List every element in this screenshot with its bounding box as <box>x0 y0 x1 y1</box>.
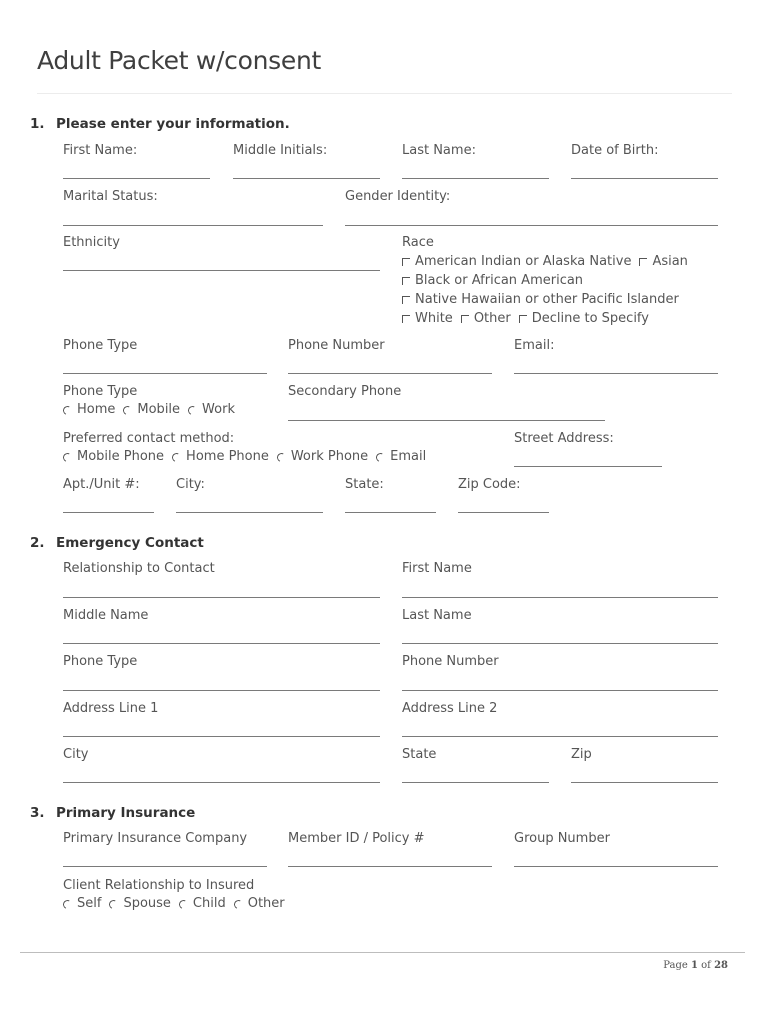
phone-type-2-label: Phone Type <box>63 384 138 399</box>
checkbox-icon <box>402 258 410 266</box>
ec-phone-number-label: Phone Number <box>402 654 499 669</box>
ec-address2-label: Address Line 2 <box>402 701 498 716</box>
secondary-phone-field[interactable] <box>288 420 605 421</box>
phone-type-label: Phone Type <box>63 338 138 353</box>
city-label: City: <box>176 477 205 492</box>
page-number: Page 1 of 28 <box>663 960 728 971</box>
ethnicity-label: Ethnicity <box>63 235 120 250</box>
radio-icon <box>178 898 190 910</box>
section-title: Emergency Contact <box>56 535 204 551</box>
state-field[interactable] <box>345 512 436 513</box>
race-options-row-4 <box>402 311 657 326</box>
phone-number-label: Phone Number <box>288 338 385 353</box>
radio-icon <box>108 898 120 910</box>
race-option[interactable]: Black or African American <box>402 273 583 288</box>
race-option[interactable]: Asian <box>639 254 687 269</box>
member-id-field[interactable] <box>288 866 492 867</box>
preferred-contact-options <box>63 449 434 464</box>
ec-first-name-field[interactable] <box>402 597 718 598</box>
race-option[interactable]: White <box>402 311 453 326</box>
section-number: 1. <box>30 116 45 132</box>
ec-phone-type-field[interactable] <box>63 690 380 691</box>
section-1-heading <box>30 116 430 134</box>
section-3-heading <box>30 805 430 823</box>
radio-icon <box>62 404 74 416</box>
dob-field[interactable] <box>571 178 718 179</box>
ec-state-field[interactable] <box>402 782 549 783</box>
race-options-row-2 <box>402 273 591 288</box>
radio-icon <box>375 451 387 463</box>
ec-middle-name-field[interactable] <box>63 643 380 644</box>
ec-last-name-field[interactable] <box>402 643 718 644</box>
ec-last-name-label: Last Name <box>402 608 472 623</box>
ec-city-field[interactable] <box>63 782 380 783</box>
radio-icon <box>187 404 199 416</box>
radio-icon <box>62 898 74 910</box>
insured-relationship-label: Client Relationship to Insured <box>63 878 255 893</box>
phone-type-option[interactable]: Mobile <box>123 402 180 417</box>
street-address-label: Street Address: <box>514 431 614 446</box>
insured-relationship-option[interactable]: Self <box>63 896 101 911</box>
section-number: 3. <box>30 805 45 821</box>
radio-icon <box>276 451 288 463</box>
footer-divider <box>20 952 745 953</box>
phone-type-options <box>63 402 243 417</box>
member-id-label: Member ID / Policy # <box>288 831 425 846</box>
race-option[interactable]: Decline to Specify <box>519 311 649 326</box>
marital-status-field[interactable] <box>63 225 323 226</box>
preferred-contact-option[interactable]: Work Phone <box>277 449 368 464</box>
apt-unit-field[interactable] <box>63 512 154 513</box>
first-name-label: First Name: <box>63 143 138 158</box>
ec-relationship-label: Relationship to Contact <box>63 561 215 576</box>
checkbox-icon <box>519 315 527 323</box>
page-title: Adult Packet w/consent <box>37 46 322 75</box>
group-number-label: Group Number <box>514 831 610 846</box>
preferred-contact-label: Preferred contact method: <box>63 431 235 446</box>
race-option[interactable]: Native Hawaiian or other Pacific Islander <box>402 292 679 307</box>
ec-address1-label: Address Line 1 <box>63 701 159 716</box>
ethnicity-field[interactable] <box>63 270 380 271</box>
insured-relationship-option[interactable]: Child <box>179 896 226 911</box>
ec-state-label: State <box>402 747 437 762</box>
phone-number-field[interactable] <box>288 373 492 374</box>
radio-icon <box>232 898 244 910</box>
preferred-contact-option[interactable]: Email <box>376 449 426 464</box>
race-label: Race <box>402 235 434 250</box>
preferred-contact-option[interactable]: Mobile Phone <box>63 449 164 464</box>
race-options-row-3 <box>402 292 687 307</box>
checkbox-icon <box>461 315 469 323</box>
street-address-field[interactable] <box>514 466 662 467</box>
gender-identity-field[interactable] <box>345 225 718 226</box>
ec-address2-field[interactable] <box>402 736 718 737</box>
checkbox-icon <box>639 258 647 266</box>
city-field[interactable] <box>176 512 323 513</box>
group-number-field[interactable] <box>514 866 718 867</box>
title-divider <box>37 93 732 94</box>
last-name-field[interactable] <box>402 178 549 179</box>
insurance-company-label: Primary Insurance Company <box>63 831 248 846</box>
checkbox-icon <box>402 277 410 285</box>
ec-relationship-field[interactable] <box>63 597 380 598</box>
section-number: 2. <box>30 535 45 551</box>
race-option[interactable]: Other <box>461 311 511 326</box>
apt-unit-label: Apt./Unit #: <box>63 477 140 492</box>
ec-phone-number-field[interactable] <box>402 690 718 691</box>
insured-relationship-options <box>63 896 293 911</box>
section-title: Primary Insurance <box>56 805 196 821</box>
checkbox-icon <box>402 315 410 323</box>
middle-initials-field[interactable] <box>233 178 380 179</box>
phone-type-option[interactable]: Home <box>63 402 115 417</box>
ec-city-label: City <box>63 747 89 762</box>
middle-initials-label: Middle Initials: <box>233 143 328 158</box>
radio-icon <box>62 451 74 463</box>
ec-first-name-label: First Name <box>402 561 472 576</box>
secondary-phone-label: Secondary Phone <box>288 384 402 399</box>
phone-type-option[interactable]: Work <box>188 402 235 417</box>
first-name-field[interactable] <box>63 178 210 179</box>
state-label: State: <box>345 477 384 492</box>
ec-phone-type-label: Phone Type <box>63 654 138 669</box>
ec-middle-name-label: Middle Name <box>63 608 149 623</box>
phone-type-field[interactable] <box>63 373 267 374</box>
ec-address1-field[interactable] <box>63 736 380 737</box>
email-field[interactable] <box>514 373 718 374</box>
email-label: Email: <box>514 338 555 353</box>
race-option[interactable]: American Indian or Alaska Native <box>402 254 631 269</box>
marital-status-label: Marital Status: <box>63 189 158 204</box>
preferred-contact-option[interactable]: Home Phone <box>172 449 269 464</box>
zip-label: Zip Code: <box>458 477 521 492</box>
section-2-heading <box>30 535 430 553</box>
race-options-row-1 <box>402 254 696 269</box>
insured-relationship-option[interactable]: Spouse <box>109 896 170 911</box>
checkbox-icon <box>402 296 410 304</box>
gender-identity-label: Gender Identity: <box>345 189 451 204</box>
section-title: Please enter your information. <box>56 116 290 132</box>
radio-icon <box>171 451 183 463</box>
last-name-label: Last Name: <box>402 143 476 158</box>
ec-zip-label: Zip <box>571 747 592 762</box>
insured-relationship-option[interactable]: Other <box>234 896 285 911</box>
dob-label: Date of Birth: <box>571 143 659 158</box>
radio-icon <box>122 404 134 416</box>
zip-field[interactable] <box>458 512 549 513</box>
insurance-company-field[interactable] <box>63 866 267 867</box>
ec-zip-field[interactable] <box>571 782 718 783</box>
